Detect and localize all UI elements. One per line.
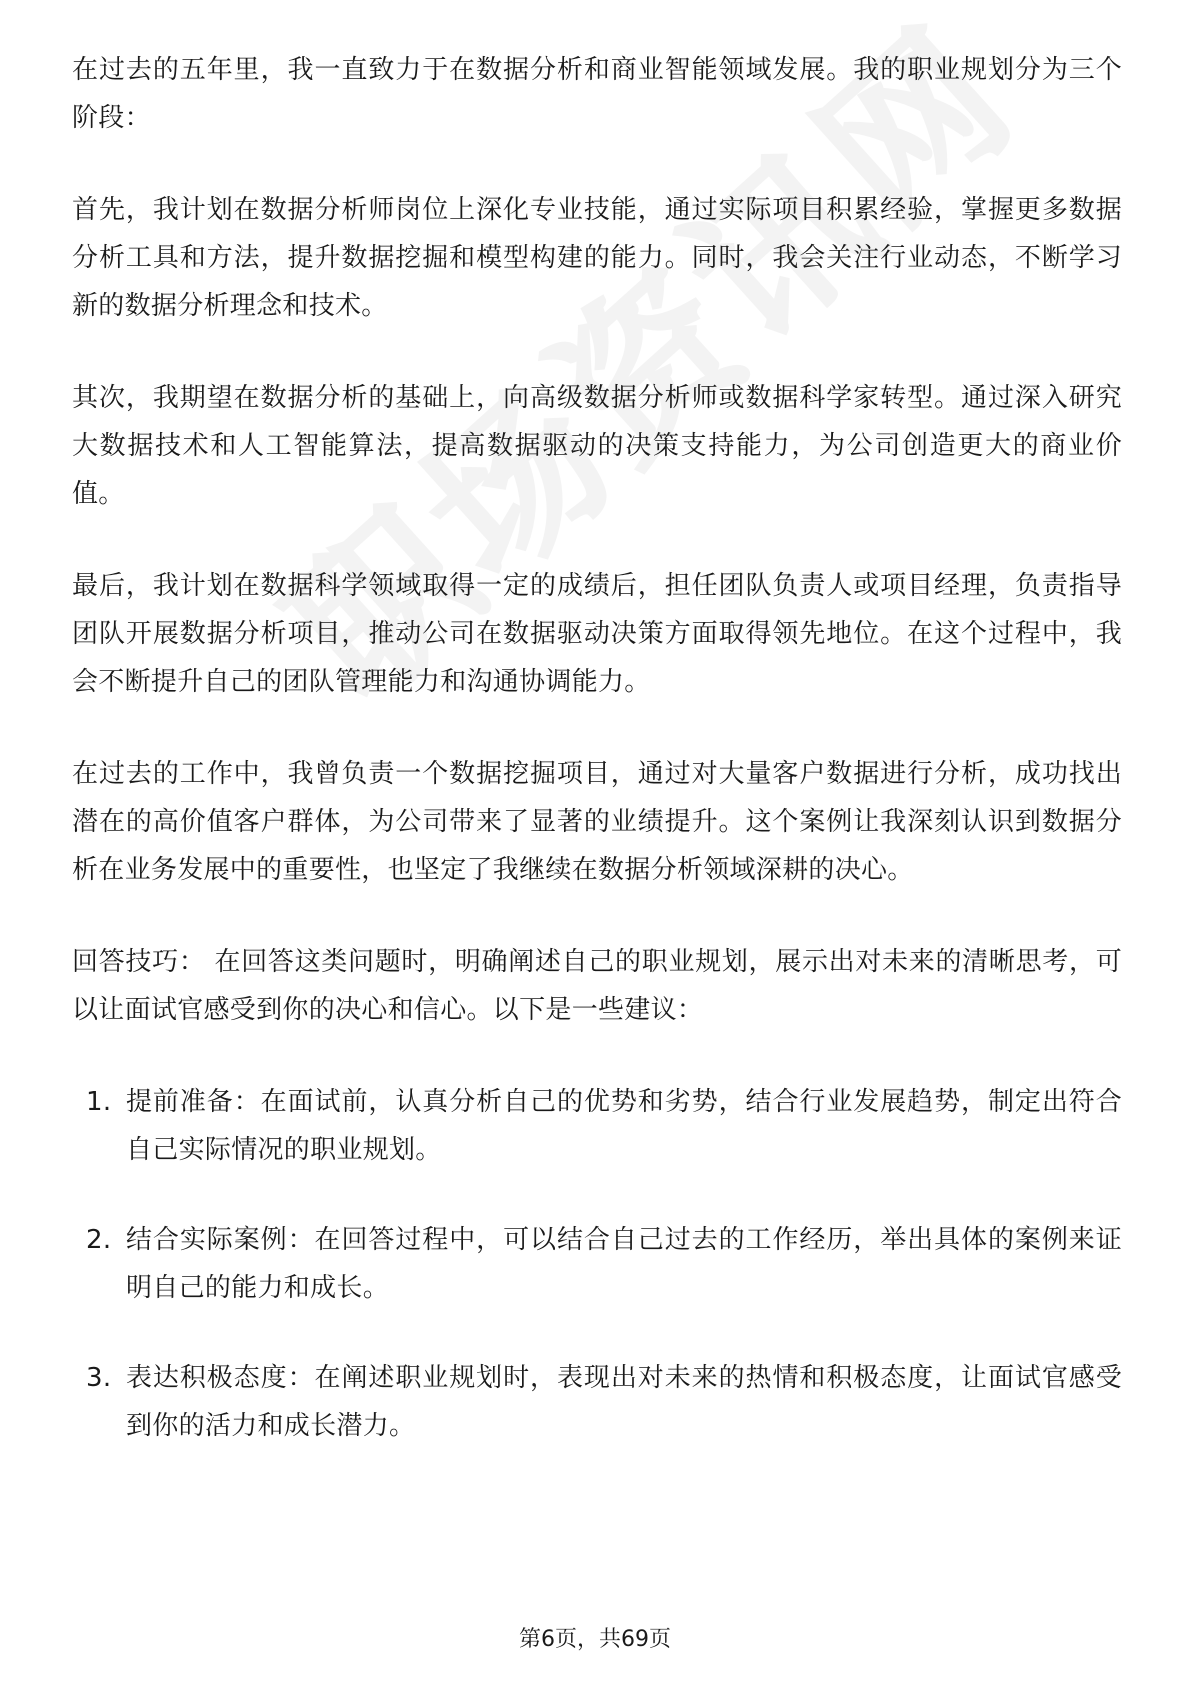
paragraph-stage-two: 其次，我期望在数据分析的基础上，向高级数据分析师或数据科学家转型。通过深入研究大数据技术和人工智能算法，提高数据驱动的决策支持能力，为公司创造更大的商业价值。: [72, 383, 1122, 509]
list-item-text: 提前准备：在面试前，认真分析自己的优势和劣势，结合行业发展趋势，制定出符合自己实际情况的职业规划。: [126, 1087, 1122, 1165]
list-item: [72, 1354, 1122, 1450]
list-item: [72, 1216, 1122, 1312]
list-item-text: 表达积极态度：在阐述职业规划时，表现出对未来的热情和积极态度，让面试官感受到你的活力和成长潜力。: [126, 1363, 1122, 1441]
list-item-number: 3.: [86, 1363, 112, 1393]
list-item-number: 2.: [86, 1225, 112, 1255]
paragraph-intro: 在过去的五年里，我一直致力于在数据分析和商业智能领域发展。我的职业规划分为三个阶段：: [72, 55, 1122, 133]
page-number: 第6页，共69页: [519, 1627, 671, 1652]
tips-list: [72, 1078, 1122, 1450]
list-item-text: 结合实际案例：在回答过程中，可以结合自己过去的工作经历，举出具体的案例来证明自己的能力和成长。: [126, 1225, 1122, 1303]
document-body: [72, 46, 1122, 1492]
paragraph-stage-one: 首先，我计划在数据分析师岗位上深化专业技能，通过实际项目积累经验，掌握更多数据分析工具和方法，提升数据挖掘和模型构建的能力。同时，我会关注行业动态，不断学习新的数据分析理念和技术。: [72, 195, 1122, 321]
list-item: [72, 1078, 1122, 1174]
page-footer: [0, 1622, 1190, 1653]
paragraph-case-example: 在过去的工作中，我曾负责一个数据挖掘项目，通过对大量客户数据进行分析，成功找出潜在的高价值客户群体，为公司带来了显著的业绩提升。这个案例让我深刻认识到数据分析在业务发展中的重要性，也坚定了我继续在数据分析领域深耕的决心。: [72, 759, 1122, 885]
paragraph-answer-tips: 回答技巧： 在回答这类问题时，明确阐述自己的职业规划，展示出对未来的清晰思考，可以让面试官感受到你的决心和信心。以下是一些建议：: [72, 947, 1122, 1025]
list-item-number: 1.: [86, 1087, 112, 1117]
paragraph-stage-three: 最后，我计划在数据科学领域取得一定的成绩后，担任团队负责人或项目经理，负责指导团队开展数据分析项目，推动公司在数据驱动决策方面取得领先地位。在这个过程中，我会不断提升自己的团队管理能力和沟通协调能力。: [72, 571, 1122, 697]
